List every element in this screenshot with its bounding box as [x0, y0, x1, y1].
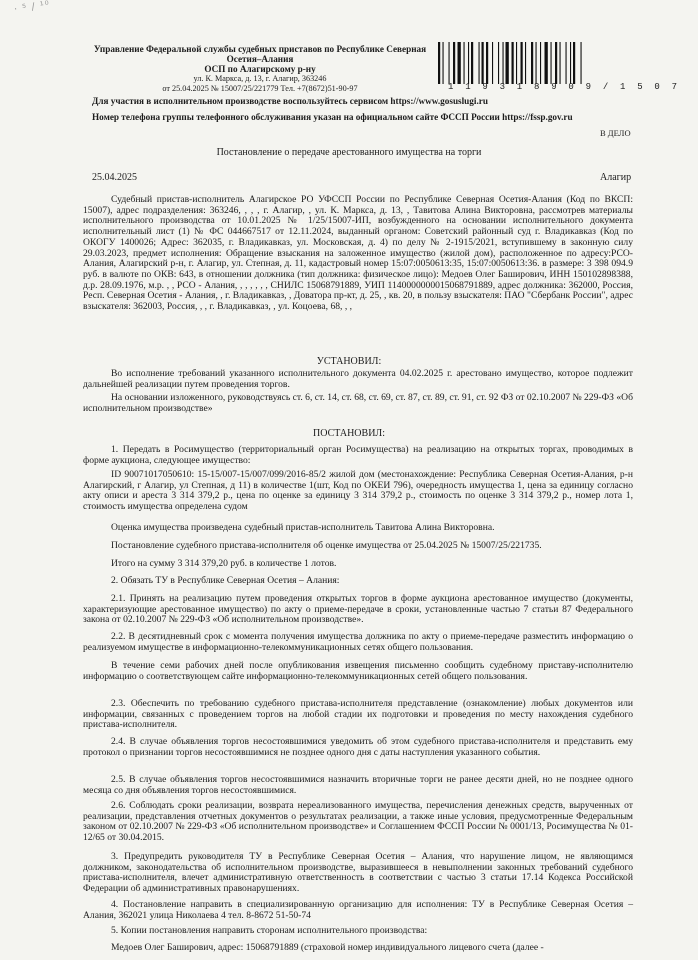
clause-2-2: 2.2. В десятидневный срок с момента получения имущества должника по акту о приеме-передаче разместить информацию о реализуемом имуществе в информационно-телекоммуникационных сетях общего пользования.	[83, 631, 633, 653]
clause-3: 3. Предупредить руководителя ТУ в Республике Северная Осетия – Алания, что нарушение лицом, не являющимся должником, законодательства об исполнительном производстве, выразившееся в невыполнении законных требований судебного пристава-исполнителя, влечет административную ответственность в соответствии с частью 3 статьи 17.14 Кодекса Российской Федерации об административных правонарушениях.	[83, 851, 633, 895]
ustanovil-heading: УСТАНОВИЛ:	[316, 356, 382, 367]
valuation-order: Постановление судебного пристава-исполнителя об оценке имущества от 25.04.2025 № 15007/25/221735.	[111, 540, 542, 551]
clause-5-item: Медоев Олег Баширович, адрес: 15068791889 (страховой номер индивидуального лицевого счета (далее -	[111, 942, 544, 953]
clause-2-1: 2.1. Принять на реализацию путем проведения открытых торгов в форме аукциона арестованное имущество (документы, характеризующие арестованное имущество) по акту о приеме-передаче в сроки, установленные частью 7 статьи 87 Федерального закона от 02.10.2007 № 229-ФЗ «Об исполнительном производстве».	[83, 593, 633, 626]
document-date: 25.04.2025	[92, 172, 137, 183]
issuer-header	[80, 44, 440, 94]
gosuslugi-note: Для участия в исполнительном производстве воспользуйтесь сервисом https://www.gosuslugi.ru	[92, 96, 488, 106]
clause-1: 1. Передать в Росимущество (территориальный орган Росимущества) на реализацию на открытых торгах, проводимых в форме аукциона, следующее имущество:	[83, 444, 633, 466]
clause-2-5: 2.5. В случае объявления торгов несостоявшимися назначить вторичные торги не ранее десяти дней, но не позднее одного месяца со дня объявления торгов несостоявшимися.	[83, 774, 633, 796]
fssp-phone-note: Номер телефона группы телефонного обслуживания указан на официальном сайте ФССП России https://fssp.gov.ru	[92, 112, 573, 122]
issuer-line-1: Управление Федеральной службы судебных приставов по Республике Северная	[93, 44, 427, 54]
intro-paragraph: Судебный пристав-исполнитель Алагирское РО УФССП России по Республике Северная Осетия-Алания (Код по ВКСП: 15007), адрес подразделения: 363246, , , , г. Алагир, , ул. К. Маркса, д. 13, , Тавитова Алина Викторовна, рассмотрев материалы исполнительного производства от 10.01.2025 № 1/25/15007-ИП, возбужденного на основании исполнительного документа исполнительный лист (1) № ФС 044667517 от 12.11.2024, выданный органом: Советский районный суд г. Владикавказ (Код по ОКОГУ 1400026; Адрес: 362035, г. Владикавказ, ул. Московская, д. 4) по делу № 2-1915/2021, вступившему в законную силу 29.03.2023, предмет исполнения: Обращение взыскания на заложенное имущество (жилой дом), расположенное по адресу:РСО-Алания, Алагирский р-н, г. Алагир, ул. Степная, д. 11, кадастровый номер 15:07:0050613:35, 15:07:0050613:36. в размере: 3 398 094.9 руб. в валюте по ОКВ: 643, в отношении должника (тип должника: физическое лицо): Медоев Олег Баширович, ИНН 150102898388, д.р. 28.09.1976, м.р. , , РСО - Алания, , , , , , , СНИЛС 15068791889, УИП 114000000001506879188​9, адрес должника: 362000, Россия, Респ. Северная Осетия - Алания, , г. Владикавказ, , Доватора пр-кт, д. 25, , кв. 20, в пользу взыскателя: ПАО "Сбербанк России", адрес взыскателя: 362003, Россия, , , г. Владикавказ, , ул. Коцоева, 68, , ,	[83, 194, 633, 313]
clause-5: 5. Копии постановления направить сторонам исполнительного производства:	[111, 925, 428, 936]
v-delo-mark: В ДЕЛО	[600, 128, 631, 138]
barcode-image	[438, 42, 630, 84]
issuer-doc-ref: от 25.04.2025 № 15007/25/221779 Тел. +7(8672)51-90-97	[162, 84, 358, 93]
document-city: Алагир	[600, 172, 632, 183]
clause-2-2-note: В течение семи рабочих дней после опубликования извещения письменно сообщить судебному приставу-исполнителю информацию о соответствующем сайте информационно-телекоммуникационных сетей общего пользования.	[83, 660, 633, 682]
clause-4: 4. Постановление направить в специализированную организацию для исполнения: ТУ в Республике Северная Осетия – Алания, 362021 улица Николаева 4 тел. 8-8672 51-50-74	[83, 899, 633, 921]
clause-2-6: 2.6. Соблюдать сроки реализации, возврата нереализованного имущества, перечисления денежных средств, вырученных от реализации, представления отчетных документов о результатах реализации, а также иные условия, предусмотренные Федеральным законом от 02.10.2007 № 229-ФЗ «Об исполнительном производстве» и Соглашением ФССП России № 0001/13, Росимущества № 01-12/65 от 30.04.2015.	[83, 800, 633, 844]
barcode-number: 1 1 9 3 1 8 9 0 9 / 1 5 0 7	[448, 82, 681, 92]
handwritten-mark: · ⁵ / ¹⁰	[13, 0, 51, 16]
ustanovil-paragraph: Во исполнение требований указанного исполнительного документа 04.02.2025 г. арестовано имущество, которое подлежит дальнейшей реализации путем проведения торгов.	[83, 368, 633, 390]
issuer-line-2: Осетия–Алания	[226, 54, 294, 64]
postanovil-heading: ПОСТАНОВИЛ:	[313, 428, 385, 439]
document-title: Постановление о передаче арестованного имущества на торги	[216, 147, 482, 158]
issuer-address: ул. К. Маркса, д. 13, г. Алагир, 363246	[193, 74, 327, 83]
clause-2: 2. Обязать ТУ в Республике Северная Осетия – Алания:	[111, 575, 340, 586]
valuation-note: Оценка имущества произведена судебный пристав-исполнитель Тавитова Алина Викторовна.	[111, 522, 495, 533]
clause-1-item: ID 90071017050610: 15-15/007-15/007/099/2016-85/2 жилой дом (местонахождение: Республика Северная Осетия-Алания, р-н Алагирский, г Алагир, ул Степная, д 11) в количестве 1(шт, Код по ОКЕИ 796), очередность имущества 1, цена за единицу согласно акту описи и ареста 3 314 379,2 р., цена по оценке за единицу 3 314 379,2 р., стоимость по оценке 3 314 379,2 р., номер лота 1, стоимость имущества определена судом	[83, 469, 633, 513]
clause-2-3: 2.3. Обеспечить по требованию судебного пристава-исполнителя представление (ознакомление) любых документов или информации, связанных с проведением торгов на любой стадии их подготовки и проведения по месту нахождения судебного пристава-исполнителя.	[83, 698, 633, 731]
total-sum: Итого на сумму 3 314 379,20 руб. в количестве 1 лотов.	[111, 558, 337, 569]
basis-paragraph: На основании изложенного, руководствуясь ст. 6, ст. 14, ст. 68, ст. 69, ст. 87, ст. 89, ст. 91, ст. 92 ФЗ от 02.10.2007 № 229-ФЗ «Об исполнительном производстве»	[83, 392, 633, 414]
issuer-line-3: ОСП по Алагирскому р-ну	[204, 64, 316, 74]
clause-2-4: 2.4. В случае объявления торгов несостоявшимися уведомить об этом судебного пристава-исполнителя и представить ему протокол о признании торгов несостоявшимися не позднее одного дня с даты наступления указанного события.	[83, 736, 633, 758]
